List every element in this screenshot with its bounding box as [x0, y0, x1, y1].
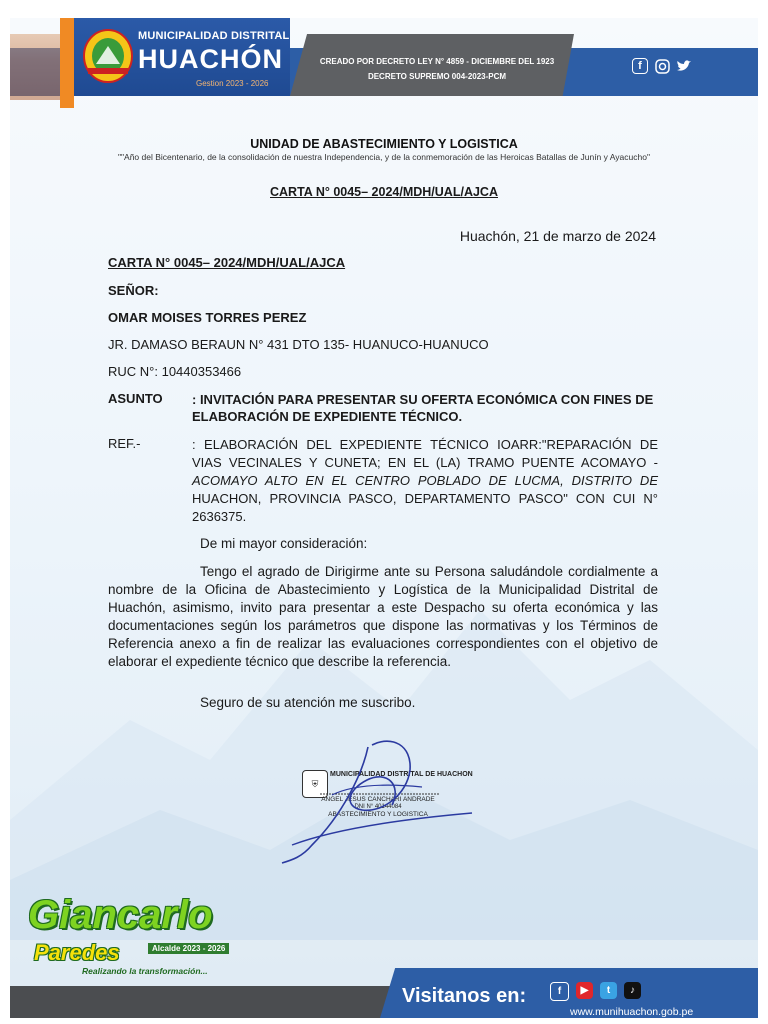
letter-number-heading: CARTA N° 0045– 2024/MDH/UAL/AJCA	[270, 185, 498, 199]
twitter-icon[interactable]: t	[600, 982, 617, 999]
reference-text	[192, 436, 658, 526]
municipality-label: MUNICIPALIDAD DISTRITAL	[138, 30, 290, 42]
reference-text-part-1: : ELABORACIÓN DEL EXPEDIENTE TÉCNICO IOARR:"REPARACIÓN DE VIAS VECINALES Y CUNETA; EN EL (LA) TRAMO PUENTE ACOMAYO -	[192, 437, 658, 470]
decree-line-2: DECRETO SUPREMO 004-2023-PCM	[367, 72, 507, 81]
year-motto: ""Año del Bicentenario, de la consolidación de nuestra Independencia, y de la conmemoración de las Heroicas Batallas de Junín y Ayacucho"	[118, 152, 650, 162]
closing: Seguro de su atención me suscribo.	[200, 695, 416, 710]
brand-first-name: Giancarlo	[28, 893, 213, 937]
stamp-crest-icon: ⛨	[302, 770, 328, 798]
brand-slogan: Realizando la transformación...	[82, 966, 208, 976]
municipality-name: HUACHÓN	[138, 44, 283, 74]
youtube-icon[interactable]: ▶	[576, 982, 593, 999]
subject-label: ASUNTO	[108, 391, 163, 406]
twitter-icon[interactable]	[676, 58, 692, 74]
stamp-institution: MUNICIPALIDAD DISTRITAL DE HUACHON	[330, 771, 473, 778]
handwritten-signature	[272, 735, 482, 865]
greeting: De mi mayor consideración:	[200, 536, 368, 551]
brand-tag: Alcalde 2023 - 2026	[148, 943, 229, 954]
municipal-crest-icon	[82, 28, 134, 84]
footer-social-links	[550, 982, 641, 1001]
brand-last-name: Paredes	[34, 940, 120, 965]
salutation: SEÑOR:	[108, 283, 159, 298]
unit-title: UNIDAD DE ABASTECIMIENTO Y LOGISTICA	[250, 137, 518, 151]
tiktok-icon[interactable]: ♪	[624, 982, 641, 999]
reference-text-part-2: HUACHON, PROVINCIA PASCO, DEPARTAMENTO PASCO" CON CUI N° 2636375.	[192, 491, 658, 524]
website-link[interactable]: www.munihuachon.gob.pe	[570, 1006, 694, 1018]
facebook-icon[interactable]: f	[632, 58, 648, 74]
letter-body: Tengo el agrado de Dirigirme ante su Persona saludándole cordialmente a nombre de la Oficina de Abastecimiento y Logística de la Municipalidad Distrital de Huachón, asimismo, invito para presentar a este Despacho su oferta económica y las documentaciones según los parámetros que dispone las normativas y los Términos de Referencia anexo a fin de realizar las evaluaciones correspondientes con el objetivo de elaborar el expediente técnico que describe la referencia.	[108, 564, 658, 669]
stamp-signer-office: ABASTECIMIENTO Y LOGISTICA	[328, 811, 428, 818]
date-line: Huachón, 21 de marzo de 2024	[459, 228, 656, 244]
gestion-label: Gestion 2023 - 2026	[196, 79, 269, 88]
header-photo	[10, 34, 62, 100]
visit-label: Visitanos en:	[402, 985, 527, 1007]
reference-label: REF.-	[108, 436, 141, 451]
letter-number-reference: CARTA N° 0045– 2024/MDH/UAL/AJCA	[108, 255, 346, 270]
stamp-signer-name: ANGEL JESUS CANCHARI ANDRADE	[321, 796, 435, 803]
subject-text: : INVITACIÓN PARA PRESENTAR SU OFERTA ECONÓMICA CON FINES DE ELABORACIÓN DE EXPEDIENTE TÉCNICO.	[192, 392, 654, 424]
decree-line-1: CREADO POR DECRETO LEY N° 4859 - DICIEMBRE DEL 1923	[319, 57, 555, 66]
recipient-ruc: RUC N°: 10440353466	[108, 364, 242, 379]
facebook-icon[interactable]: f	[550, 982, 569, 1001]
reference-text-italic: ACOMAYO ALTO EN EL CENTRO POBLADO DE LUCMA, DISTRITO DE	[192, 473, 658, 488]
header-social-links	[632, 58, 692, 74]
recipient-name: OMAR MOISES TORRES PEREZ	[108, 310, 307, 325]
recipient-address: JR. DAMASO BERAUN N° 431 DTO 135- HUANUCO-HUANUCO	[108, 337, 489, 352]
stamp-signer-dni: DNI N° 40144084	[354, 804, 402, 810]
instagram-icon[interactable]	[654, 58, 670, 74]
header-accent-stripe	[60, 18, 74, 108]
